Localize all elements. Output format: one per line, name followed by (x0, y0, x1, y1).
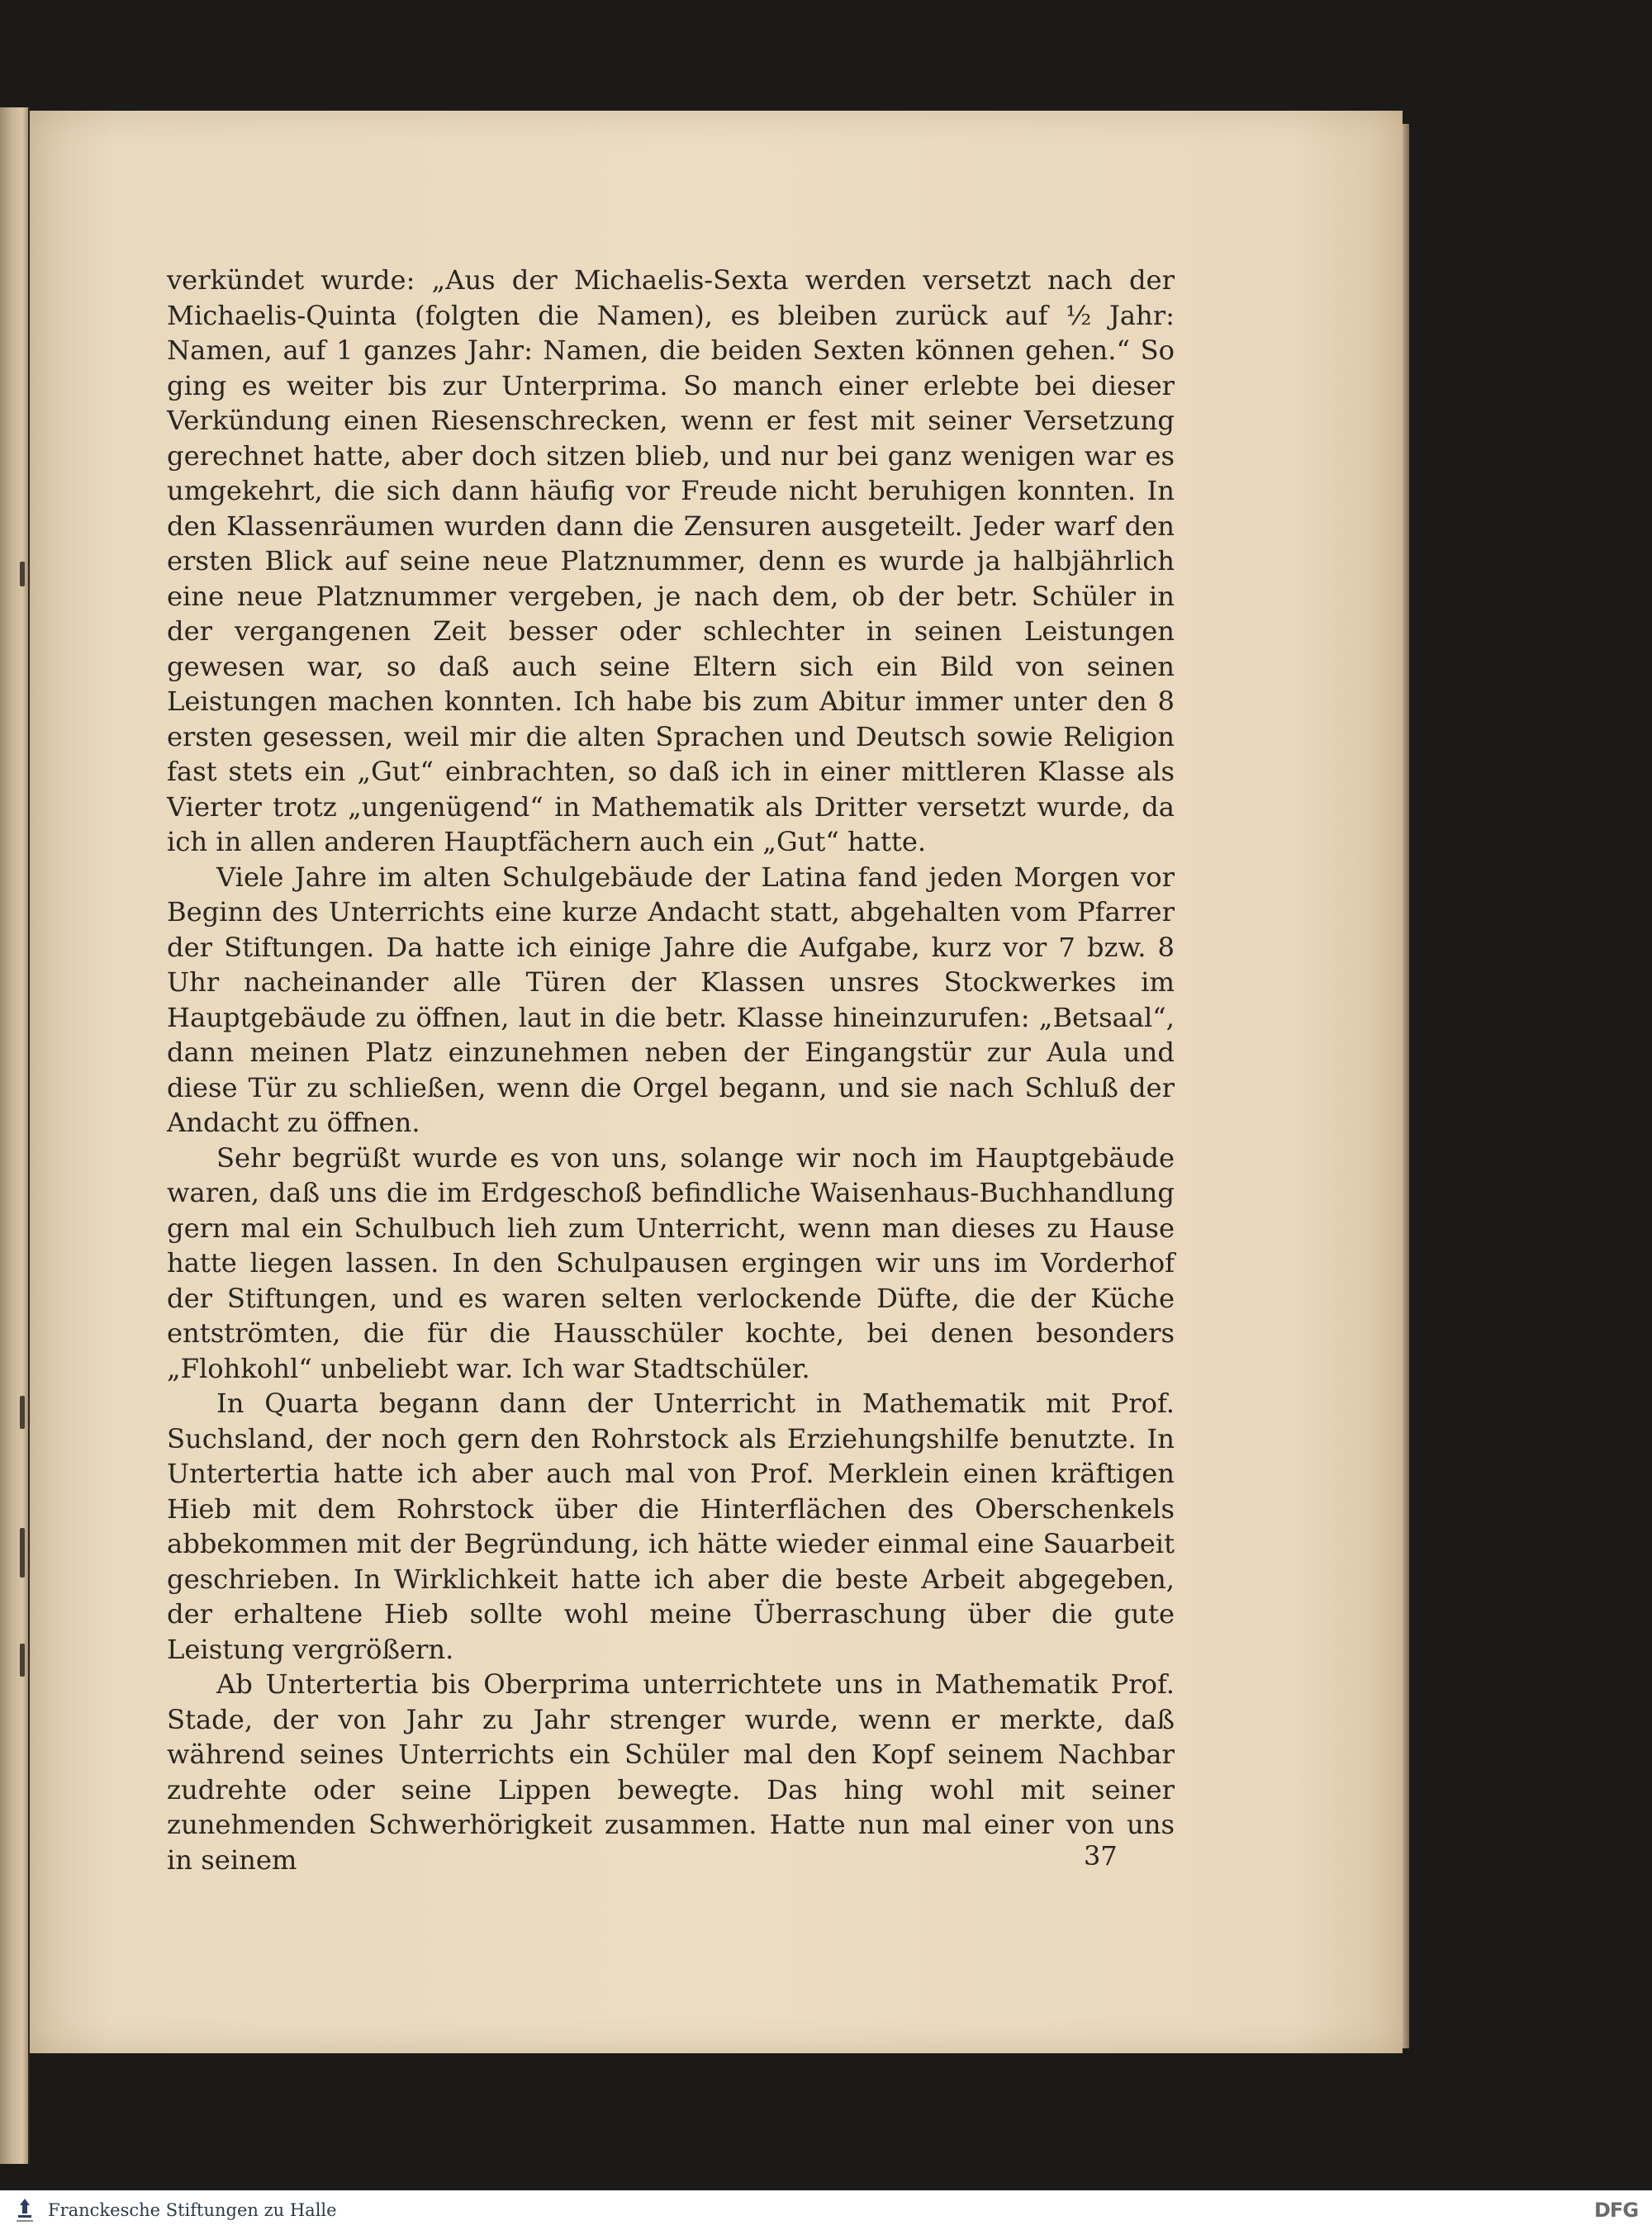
binding-mark (20, 1644, 25, 1677)
paragraph: Viele Jahre im alten Schulgebäude der Latina fand jeden Morgen vor Beginn des Unterrichts eine kurze Andacht statt, abgehalten vom Pfarrer der Stiftungen. Da hatte ich einige Jahre die Aufgabe, kurz vor 7 bzw. 8 Uhr nacheinander alle Türen der Klassen unsres Stockwerkes im Hauptgebäude zu öffnen, laut in die betr. Klasse hineinzurufen: „Betsaal“, dann meinen Platz einzunehmen neben der Eingangstür zur Aula und diese Tür zu schließen, wenn die Orgel begann, und sie nach Schluß der Andacht zu öffnen. (167, 861, 1175, 1138)
binding-mark (20, 562, 25, 586)
paragraph: verkündet wurde: „Aus der Michaelis-Sexta werden versetzt nach der Michaelis-Quinta (folgten die Namen), es bleiben zurück auf ½ Jahr: Namen, auf 1 ganzes Jahr: Namen, die beiden Sexten können gehen.“ So ging es weiter bis zur Unterprima. So manch einer erlebte bei dieser Verkündung einen Riesenschrecken, wenn er fest mit seiner Versetzung gerechnet hatte, aber doch sitzen blieb, und nur bei ganz wenigen war es umgekehrt, die sich dann häufig vor Freude nicht beruhigen konnten. In den Klassenräumen wurden dann die Zensuren ausgeteilt. Jeder warf den ersten Blick auf seine neue Platznummer, denn es wurde ja halbjährlich eine neue Platznummer vergeben, je nach dem, ob der betr. Schüler in der vergangenen Zeit besser oder schlechter in seinen Leistungen gewesen war, so daß auch seine Eltern sich ein Bild von seinen Leistungen machen konnten. Ich habe bis zum Abitur immer unter den 8 ersten gesessen, weil mir die alten Sprachen und Deutsch sowie Religion fast stets ein „Gut“ einbrachten, so daß ich in einer mittleren Klasse als Vierter trotz „ungenügend“ in Mathematik als Dritter versetzt wurde, da ich in allen anderen Hauptfächern auch ein „Gut“ hatte. (167, 264, 1175, 857)
page-text (167, 263, 1175, 1877)
franckesche-stiftungen-logo-icon (12, 2195, 38, 2225)
facing-page-edge (0, 107, 30, 2164)
paragraph: Sehr begrüßt wurde es von uns, solange wir noch im Hauptgebäude waren, daß uns die im Erdgeschoß befindliche Waisenhaus-Buchhandlung gern mal ein Schulbuch lieh zum Unterricht, wenn man dieses zu Hause hatte liegen lassen. In den Schulpausen ergingen wir uns im Vorderhof der Stiftungen, und es waren selten verlockende Düfte, die der Küche entströmten, die für die Hausschüler kochte, bei denen besonders „Flohkohl“ unbeliebt war. Ich war Stadtschüler. (167, 1141, 1175, 1384)
binding-mark (20, 1528, 25, 1578)
footer-bar (0, 2190, 1652, 2230)
page-edge (1403, 124, 1409, 2048)
paragraph: Ab Untertertia bis Oberprima unterrichtete uns in Mathematik Prof. Stade, der von Jahr zu Jahr strenger wurde, wenn er merkte, daß während seines Unterrichts ein Schüler mal den Kopf seinem Nachbar zudrehte oder seine Lippen bewegte. Das hing wohl mit seiner zunehmenden Schwerhörigkeit zusammen. Hatte nun mal einer von uns in seinem (167, 1668, 1175, 1876)
footer-label: Franckesche Stiftungen zu Halle (48, 2200, 337, 2220)
page-number: 37 (1084, 1840, 1118, 1872)
binding-mark (20, 1396, 25, 1429)
dfg-logo: DFG (1594, 2199, 1639, 2222)
paragraph: In Quarta begann dann der Unterricht in Mathematik mit Prof. Suchsland, der noch gern den Rohrstock als Erziehungshilfe benutzte. In Untertertia hatte ich aber auch mal von Prof. Merklein einen kräftigen Hieb mit dem Rohrstock über die Hinterflächen des Oberschenkels abbekommen mit der Begründung, ich hätte wieder einmal eine Sauarbeit geschrieben. In Wirklichkeit hatte ich aber die beste Arbeit abgegeben, der erhaltene Hieb sollte wohl meine Überraschung über die gute Leistung vergrößern. (167, 1388, 1175, 1665)
